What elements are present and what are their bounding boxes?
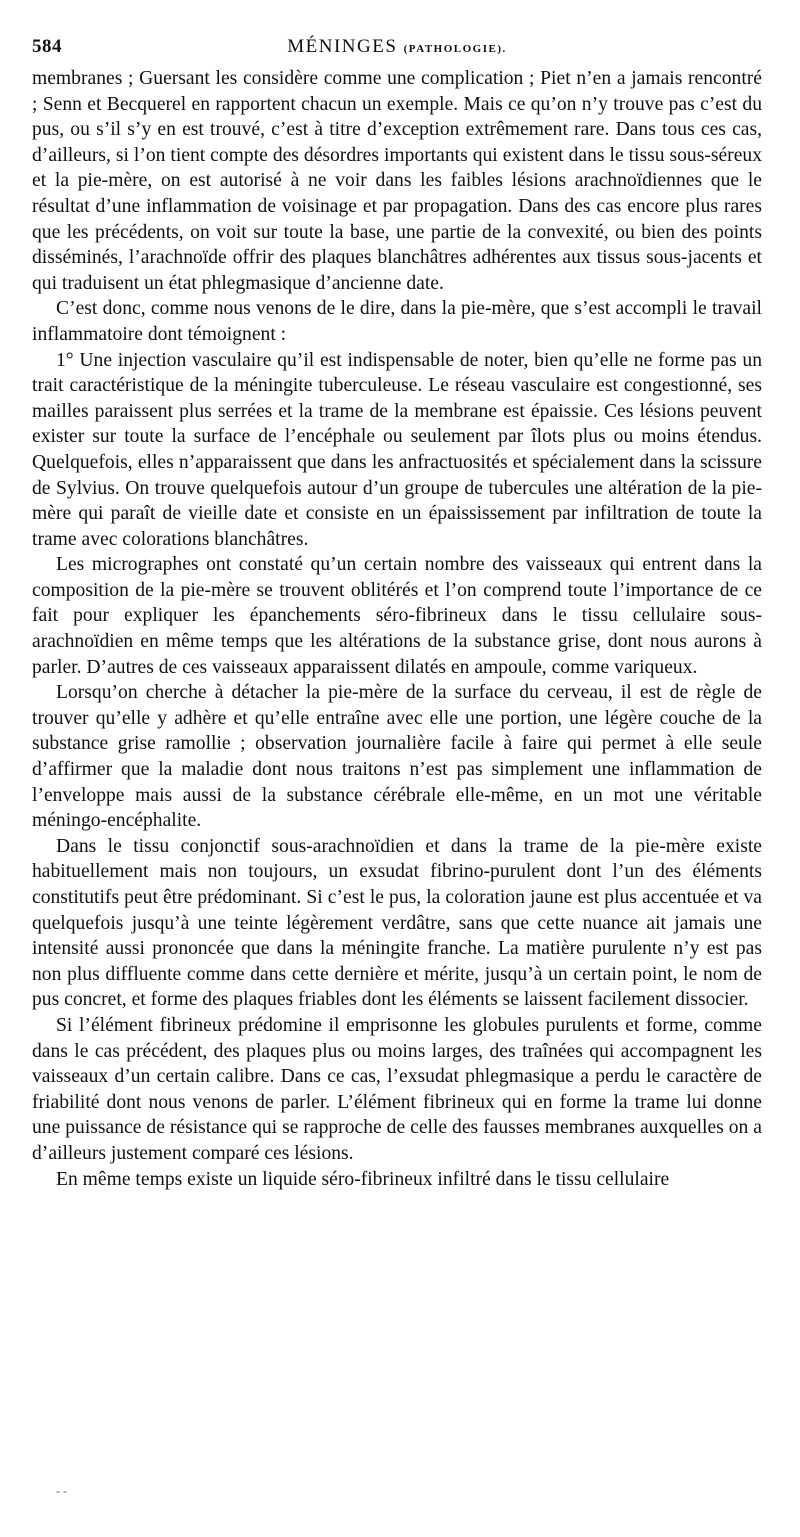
- paragraph: Dans le tissu conjonctif sous-arachnoïdien et dans la trame de la pie-mère existe habituellement mais non toujours, un exsudat fibrino-purulent dont l’un des éléments constitutifs peut être prédominant. Si c’est le pus, la coloration jaune est plus accentuée et va quelquefois jusqu’à une teinte légèrement verdâtre, sans que cette nuance ait jamais une intensité aussi prononcée que dans la méningite franche. La matière purulente n’y est pas non plus diffluente comme dans cette dernière et mérite, jusqu’à un certain point, le nom de pus concret, et forme des plaques friables dont les éléments se laissent facilement dissocier.: [32, 835, 762, 1011]
- paragraph: Si l’élément fibrineux prédomine il emprisonne les globules purulents et forme, comme dans le cas précédent, des plaques plus ou moins larges, des traînées qui accompagnent les vaisseaux d’un certain calibre. Dans ce cas, l’exsudat phlegmasique a perdu le caractère de friabilité dont nous venons de parler. L’élément fibrineux qui en forme la trame lui donne une puissance de résistance qui se rapproche de celle des fausses membranes auxquelles on a d’ailleurs justement comparé ces lésions.: [32, 1014, 762, 1164]
- paragraph: 1° Une injection vasculaire qu’il est indispensable de noter, bien qu’elle ne forme pas un trait caractéristique de la méningite tuberculeuse. Le réseau vasculaire est congestionné, ses mailles paraissent plus serrées et la trame de la membrane est épaissie. Ces lésions peuvent exister sur toute la surface de l’encéphale ou seulement par îlots plus ou moins étendus. Quelquefois, elles n’apparaissent que dans les anfractuosités et spécialement dans la scissure de Sylvius. On trouve quelquefois autour d’un groupe de tubercules une altération de la pie-mère qui paraît de vieille date et consiste en un épaississement par infiltration de toute la trame avec colorations blanchâtres.: [32, 349, 762, 550]
- paragraph: En même temps existe un liquide séro-fibrineux infiltré dans le tissu cellulaire: [56, 1168, 670, 1190]
- running-title-main: MÉNINGES: [287, 36, 398, 57]
- paragraph: Les micrographes ont constaté qu’un certain nombre des vaisseaux qui entrent dans la composition de la pie-mère se trouvent oblitérés et l’on comprend toute l’importance de ce fait pour expliquer les épanchements séro-fibrineux dans le tissu cellulaire sous-arachnoïdien en même temps que les altérations de la substance grise, dont nous aurons à parler. D’autres de ces vaisseaux apparaissent dilatés en ampoule, comme variqueux.: [32, 554, 762, 678]
- paragraph: membranes ; Guersant les considère comme une complication ; Piet n’en a jamais rencontré ; Senn et Becquerel en rapportent chacun un exemple. Mais ce qu’on n’y trouve pas c’est du pus, ou s’il s’y en est trouvé, c’est à titre d’exception extrêmement rare. Dans tous ces cas, d’ailleurs, si l’on tient compte des désordres importants qui existent dans le tissu sous-séreux et la pie-mère, on est autorisé à ne voir dans les faibles lésions arachnoïdiennes que le résultat d’une inflammation de voisinage et par propagation. Dans des cas encore plus rares que les précédents, on voit sur toute la base, une partie de la convexité, ou bien des points disséminés, l’arachnoïde offrir des plaques blanchâtres adhérentes aux tissus sous-jacents et qui traduisent un état phlegmasique d’ancienne date.: [32, 68, 762, 294]
- page-number: 584: [32, 36, 62, 57]
- body-text: [32, 66, 762, 1192]
- paragraph: C’est donc, comme nous venons de le dire, dans la pie-mère, que s’est accompli le travail inflammatoire dont témoignent :: [32, 298, 762, 345]
- page: [32, 26, 762, 1192]
- paragraph: Lorsqu’on cherche à détacher la pie-mère de la surface du cerveau, il est de règle de trouver qu’elle y adhère et qu’elle entraîne avec elle une portion, une légère couche de la substance grise ramollie ; observation journalière facile à faire qui permet à elle seule d’affirmer que la maladie dont nous traitons n’est pas simplement une inflammation de l’enveloppe mais aussi de la substance cérébrale elle-même, en un mot une véritable méningo-encéphalite.: [32, 682, 762, 832]
- page-header: [32, 26, 762, 66]
- footer-mark: - -: [56, 1484, 67, 1498]
- running-title: [32, 36, 762, 58]
- running-title-sub: (PATHOLOGIE).: [403, 43, 507, 55]
